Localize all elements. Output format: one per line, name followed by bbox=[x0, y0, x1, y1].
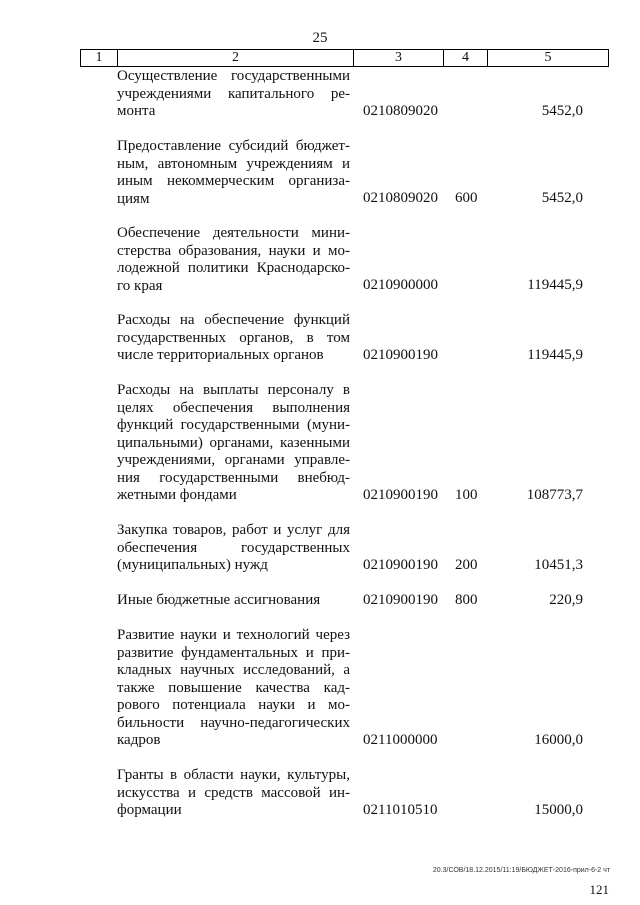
row-code: 0211010510 bbox=[363, 802, 438, 818]
row-code: 0211000000 bbox=[363, 732, 438, 748]
header-col-4: 4 bbox=[444, 50, 488, 66]
row-description: Обеспечение деятельности мини-стерства образования, науки и мо-лодежной политики Краснодарско-го края bbox=[117, 225, 350, 294]
row-description: Предоставление субсидий бюджет-ным, автономным учреждениям и иным некоммерческим организа-циям bbox=[117, 138, 350, 207]
row-description: Гранты в области науки, культуры, искусства и средств массовой ин-формации bbox=[117, 767, 350, 818]
row-description: Развитие науки и технологий через развитие фундаментальных и при-кладных научных исследований, а также повышение качества кад-рового потенциала науки и мо-бильности научно-педагогических кадров bbox=[117, 627, 350, 748]
footer-document-code: 20.3/СОВ/18.12.2015/11:19/БЮДЖЕТ-2016-прил-6-2 чт bbox=[432, 867, 610, 874]
row-amount: 119445,9 bbox=[527, 277, 583, 293]
row-group: 800 bbox=[455, 592, 478, 608]
row-group: 200 bbox=[455, 557, 478, 573]
row-group: 100 bbox=[455, 487, 478, 503]
row-code: 0210900190 bbox=[363, 592, 438, 608]
page-number-top: 25 bbox=[312, 30, 328, 46]
row-code: 0210809020 bbox=[363, 190, 438, 206]
row-description: Расходы на обеспечение функций государственных органов, в том числе территориальных органов bbox=[117, 312, 350, 363]
row-amount: 108773,7 bbox=[526, 487, 583, 503]
row-description: Осуществление государственными учреждениями капитального ре-монта bbox=[117, 68, 350, 119]
header-col-5: 5 bbox=[544, 50, 552, 65]
row-code: 0210900190 bbox=[363, 557, 438, 573]
row-code: 0210900000 bbox=[363, 277, 438, 293]
row-code: 0210809020 bbox=[363, 103, 438, 119]
row-amount: 15000,0 bbox=[534, 802, 583, 818]
row-amount: 10451,3 bbox=[534, 557, 583, 573]
header-col-3: 3 bbox=[354, 50, 444, 66]
row-amount: 5452,0 bbox=[541, 103, 583, 119]
row-amount: 119445,9 bbox=[527, 347, 583, 363]
row-group: 600 bbox=[455, 190, 478, 206]
row-description: Иные бюджетные ассигнования bbox=[117, 592, 321, 608]
row-amount: 5452,0 bbox=[541, 190, 583, 206]
row-description: Закупка товаров, работ и услуг для обеспечения государственных (муниципальных) нужд bbox=[117, 522, 350, 573]
row-amount: 220,9 bbox=[549, 592, 583, 608]
header-col-1: 1 bbox=[81, 50, 118, 66]
header-col-2: 2 bbox=[118, 50, 354, 66]
row-code: 0210900190 bbox=[363, 487, 438, 503]
row-description: Расходы на выплаты персоналу в целях обеспечения выполнения функций государственными (муни-ципальными) органами, казенными учреждениями, органами управле-ния государственными внебюд-жетными фондами bbox=[117, 382, 350, 503]
table-header bbox=[80, 49, 609, 67]
row-code: 0210900190 bbox=[363, 347, 438, 363]
footer-page-number: 121 bbox=[589, 882, 609, 897]
row-amount: 16000,0 bbox=[534, 732, 583, 748]
